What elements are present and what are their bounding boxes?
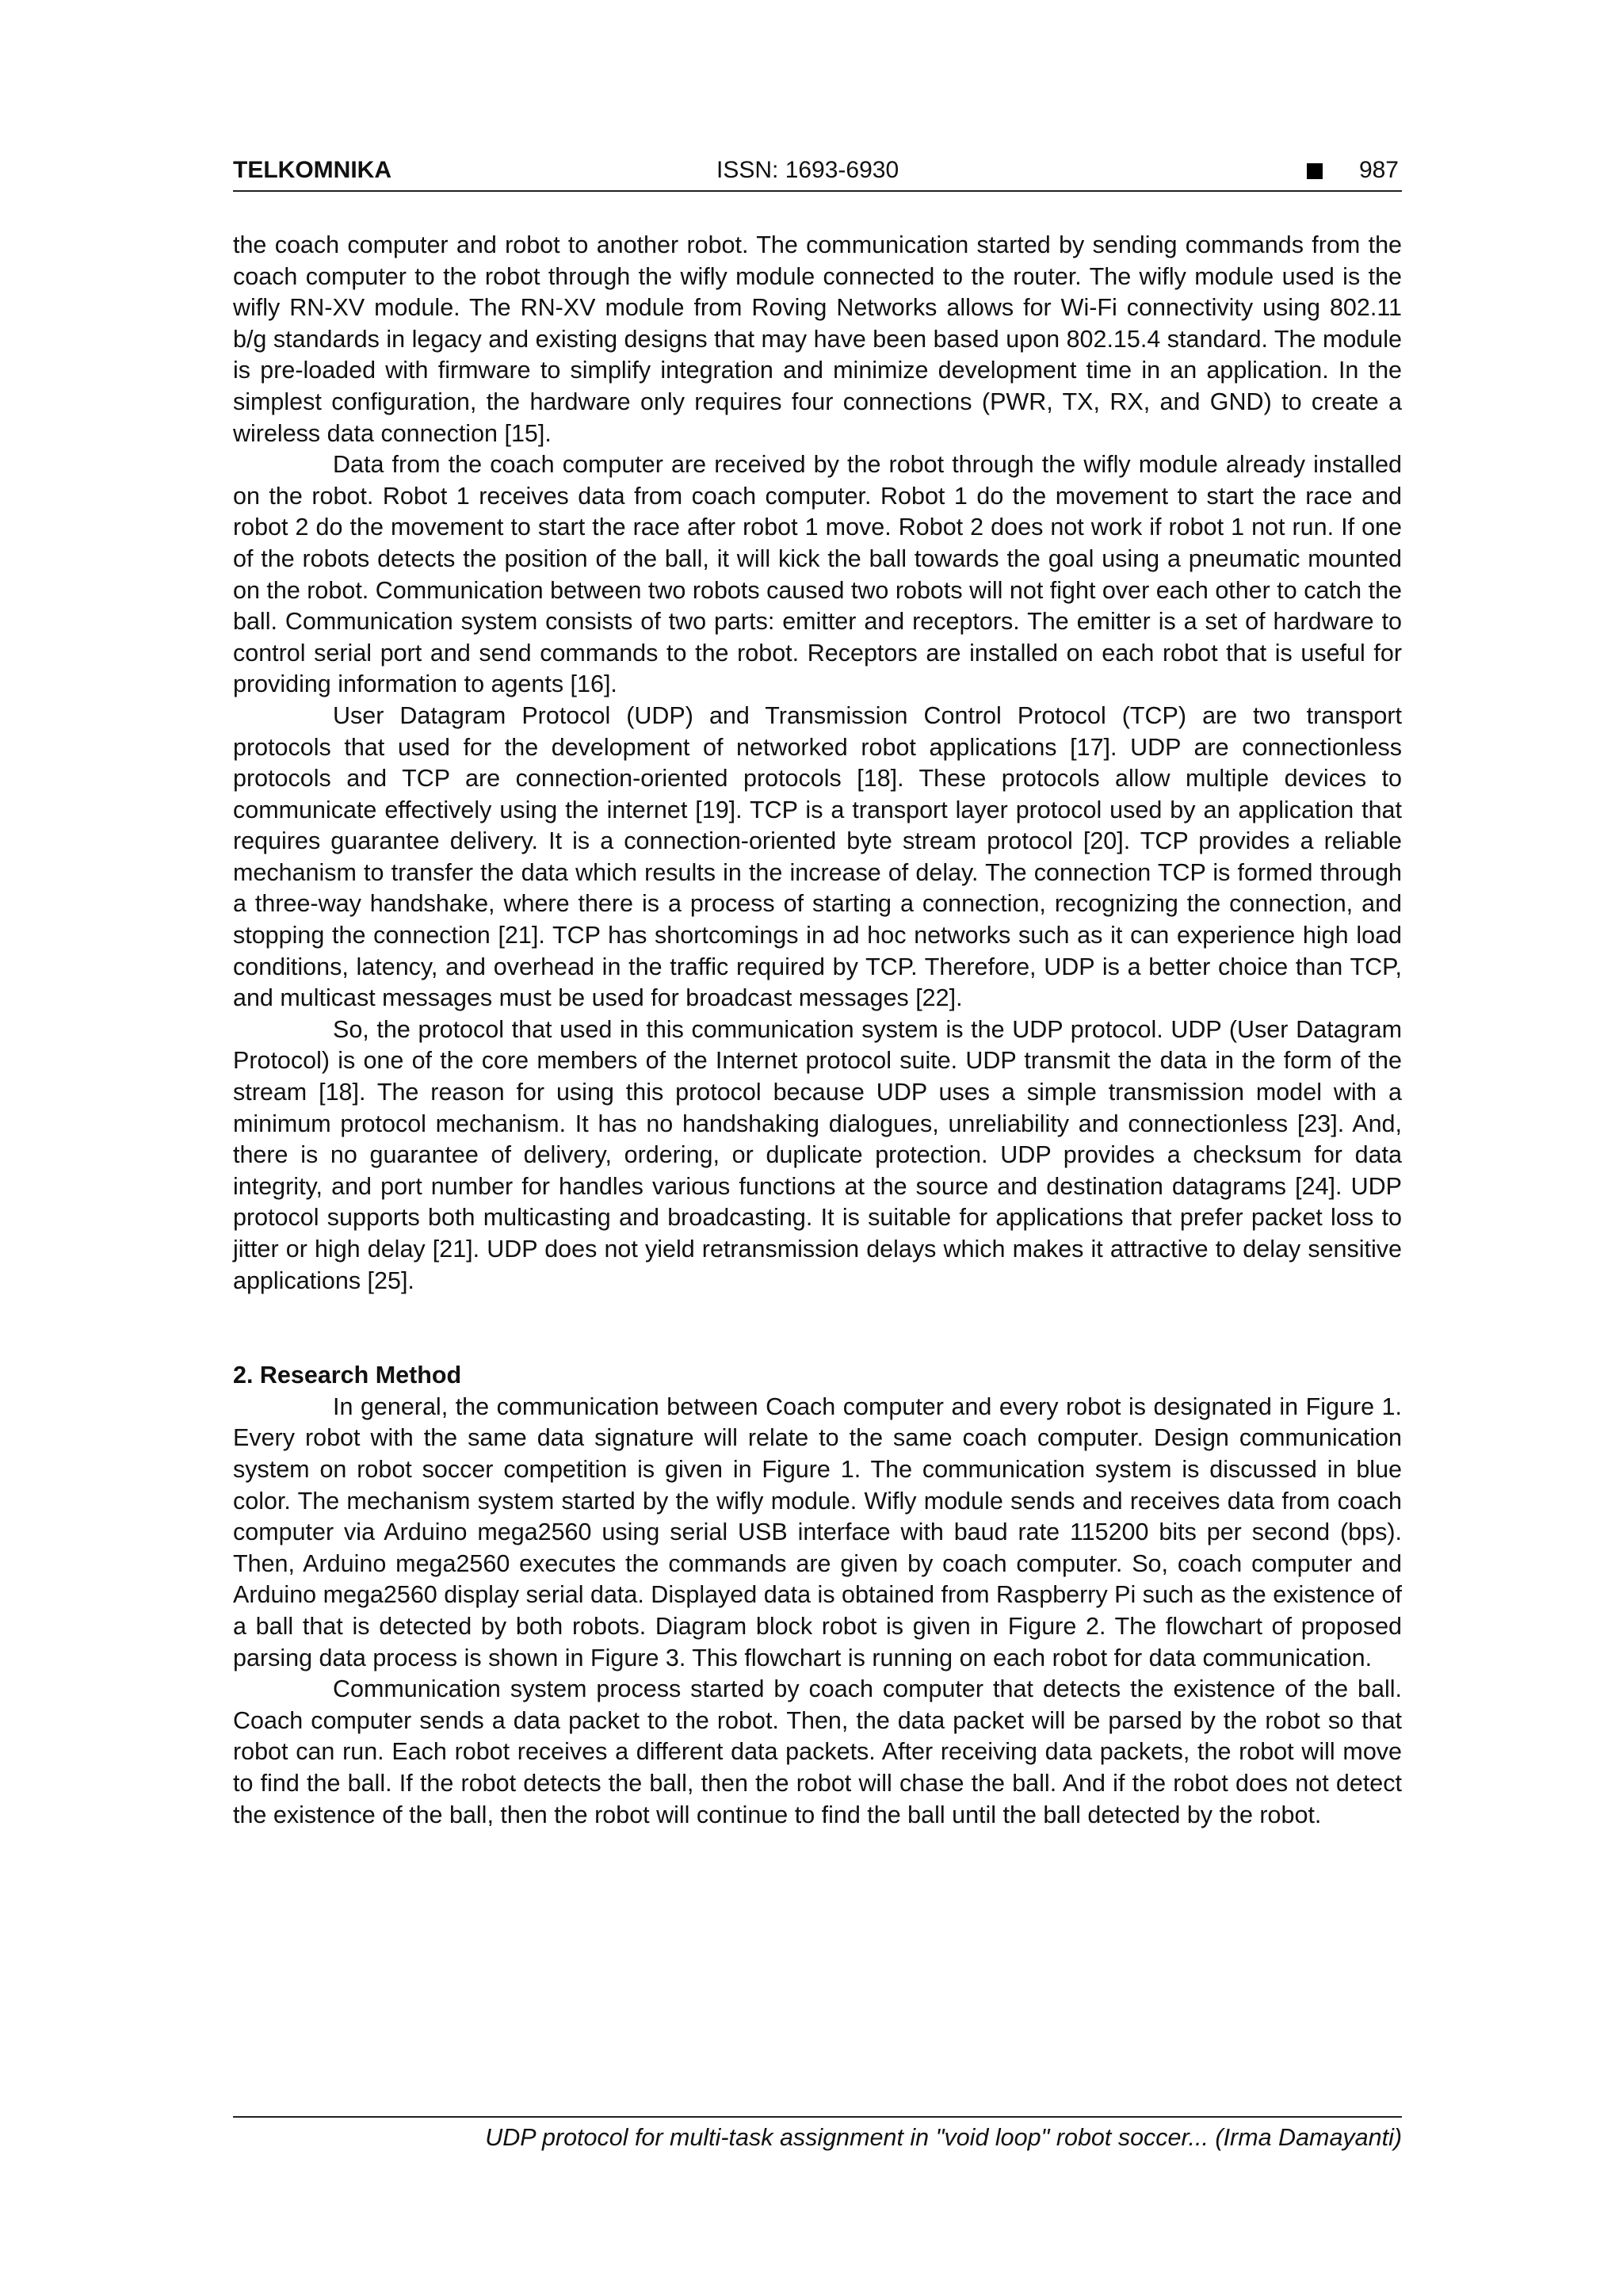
section-heading: 2. Research Method — [233, 1362, 462, 1389]
square-bullet-icon — [1307, 163, 1323, 179]
paragraph: the coach computer and robot to another robot. The communication started by sending commands from the coach computer to the robot through the wifly module connected to the router. The wifly module used is the wifly RN-XV module. The RN-XV module from Roving Networks allows for Wi-Fi connectivity using 802.11 b/g standards in legacy and existing designs that may have been based upon 802.15.4 standard. The module is pre-loaded with firmware to simplify integration and minimize development time in an application. In the simplest configuration, the hardware only requires four connections (PWR, TX, RX, and GND) to create a wireless data connection [15]. — [233, 231, 1402, 447]
paragraph: Communication system process started by coach computer that detects the existence of the ball. Coach computer sends a data packet to the robot. Then, the data packet will be parsed by the robot so that robot can run. Each robot receives a different data packets. After receiving data packets, the robot will move to find the ball. If the robot detects the ball, then the robot will chase the ball. And if the robot does not detect the existence of the ball, then the robot will continue to find the ball until the ball detected by the robot. — [233, 1675, 1402, 1828]
paragraph: User Datagram Protocol (UDP) and Transmission Control Protocol (TCP) are two transport protocols that used for the development of networked robot applications [17]. UDP are connectionless protocols and TCP are connection-oriented protocols [18]. These protocols allow multiple devices to communicate effectively using the internet [19]. TCP is a transport layer protocol used by an application that requires guarantee delivery. It is a connection-oriented byte stream protocol [20]. TCP provides a reliable mechanism to transfer the data which results in the increase of delay. The connection TCP is formed through a three-way handshake, where there is a process of starting a connection, recognizing the connection, and stopping the connection [21]. TCP has shortcomings in ad hoc networks such as it can experience high load conditions, latency, and overhead in the traffic required by TCP. Therefore, UDP is a better choice than TCP, and multicast messages must be used for broadcast messages [22]. — [233, 701, 1402, 1012]
running-title: UDP protocol for multi-task assignment in "void loop" robot soccer... (Irma Damayanti) — [485, 2124, 1402, 2151]
body-text — [233, 230, 1402, 1831]
page-footer — [233, 2116, 1402, 2152]
issn: ISSN: 1693-6930 — [716, 157, 899, 183]
paragraph: So, the protocol that used in this communication system is the UDP protocol. UDP (User Datagram Protocol) is one of the core members of the Internet protocol suite. UDP transmit the data in the form of the stream [18]. The reason for using this protocol because UDP uses a simple transmission model with a minimum protocol mechanism. It has no handshaking dialogues, unreliability and connectionless [23]. And, there is no guarantee of delivery, ordering, or duplicate protection. UDP provides a checksum for data integrity, and port number for handles various functions at the source and destination datagrams [24]. UDP protocol supports both multicasting and broadcasting. It is suitable for applications that prefer packet loss to jitter or high delay [21]. UDP does not yield retransmission delays which makes it attractive to delay sensitive applications [25]. — [233, 1015, 1402, 1294]
journal-name: TELKOMNIKA — [233, 157, 391, 183]
paragraph: Data from the coach computer are received by the robot through the wifly module already installed on the robot. Robot 1 receives data from coach computer. Robot 1 do the movement to start the race and robot 2 do the movement to start the race after robot 1 move. Robot 2 does not work if robot 1 not run. If one of the robots detects the position of the ball, it will kick the ball towards the goal using a pneumatic mounted on the robot. Communication between two robots caused two robots will not fight over each other to catch the ball. Communication system consists of two parts: emitter and receptors. The emitter is a set of hardware to control serial port and send commands to the robot. Receptors are installed on each robot that is useful for providing information to agents [16]. — [233, 451, 1402, 698]
paragraph: In general, the communication between Coach computer and every robot is designated in Figure 1. Every robot with the same data signature will relate to the same coach computer. Design communication system on robot soccer competition is given in Figure 1. The communication system is discussed in blue color. The mechanism system started by the wifly module. Wifly module sends and receives data from coach computer via Arduino mega2560 using serial USB interface with baud rate 115200 bits per second (bps). Then, Arduino mega2560 executes the commands are given by coach computer. So, coach computer and Arduino mega2560 display serial data. Displayed data is obtained from Raspberry Pi such as the existence of a ball that is detected by both robots. Diagram block robot is given in Figure 2. The flowchart of proposed parsing data process is shown in Figure 3. This flowchart is running on each robot for data communication. — [233, 1392, 1402, 1671]
page-number: 987 — [1358, 157, 1399, 183]
page-header — [233, 154, 1402, 192]
